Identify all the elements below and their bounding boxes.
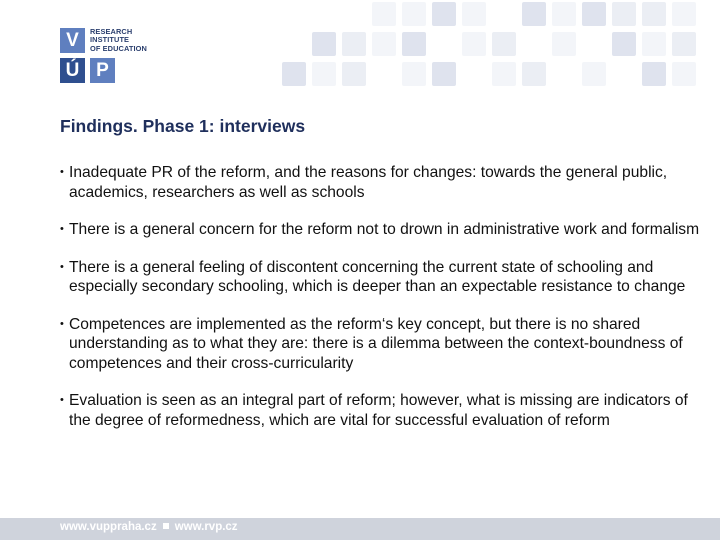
- footer-links: [60, 521, 238, 533]
- bullet-item: [60, 258, 700, 297]
- logo-letter-p: P: [90, 58, 115, 83]
- bullet-text: Inadequate PR of the reform, and the reasons for changes: towards the general public, academics, researchers as well as schools: [69, 164, 668, 201]
- logo-text-line: RESEARCH: [90, 27, 133, 36]
- logo-letter-v: V: [60, 28, 85, 53]
- bullet-marker: •: [60, 317, 64, 330]
- bullet-marker: •: [60, 166, 64, 178]
- bullet-item: [60, 220, 700, 240]
- logo-text: [90, 28, 170, 53]
- logo-text-line: OF EDUCATION: [90, 43, 147, 53]
- footer-separator: [163, 523, 169, 529]
- bullet-marker: •: [60, 260, 64, 273]
- bullet-marker: •: [60, 394, 64, 406]
- footer-link-vuppraha[interactable]: www.vuppraha.cz: [60, 521, 157, 533]
- bullet-item: [60, 315, 700, 374]
- bullet-text: There is a general feeling of discontent concerning the current state of schooling and especially secondary schooling, which is deeper than an expectable resistance to change: [69, 258, 686, 295]
- bullet-marker: •: [60, 223, 64, 235]
- bullet-text: Competences are implemented as the reform‘s key concept, but there is no shared understanding as to what they are: there is a dilemma between the context-boundness of competences and their cross-curricularity: [69, 315, 683, 372]
- bullet-text: Evaluation is seen as an integral part of reform; however, what is missing are indicators of the degree of reformedness, which are vital for successful evaluation of reform: [69, 392, 688, 429]
- bullet-item: [60, 163, 700, 202]
- logo-text-line: INSTITUTE: [90, 35, 130, 45]
- bullet-list: [60, 163, 700, 448]
- footer-link-rvp[interactable]: www.rvp.cz: [174, 521, 238, 533]
- bullet-text: There is a general concern for the reform not to drown in administrative work and formalism: [69, 221, 700, 238]
- footer-bar: [0, 518, 720, 540]
- slide-title: Findings. Phase 1: interviews: [60, 116, 306, 136]
- bullet-item: [60, 391, 700, 430]
- logo-letter-u: Ú: [60, 58, 85, 83]
